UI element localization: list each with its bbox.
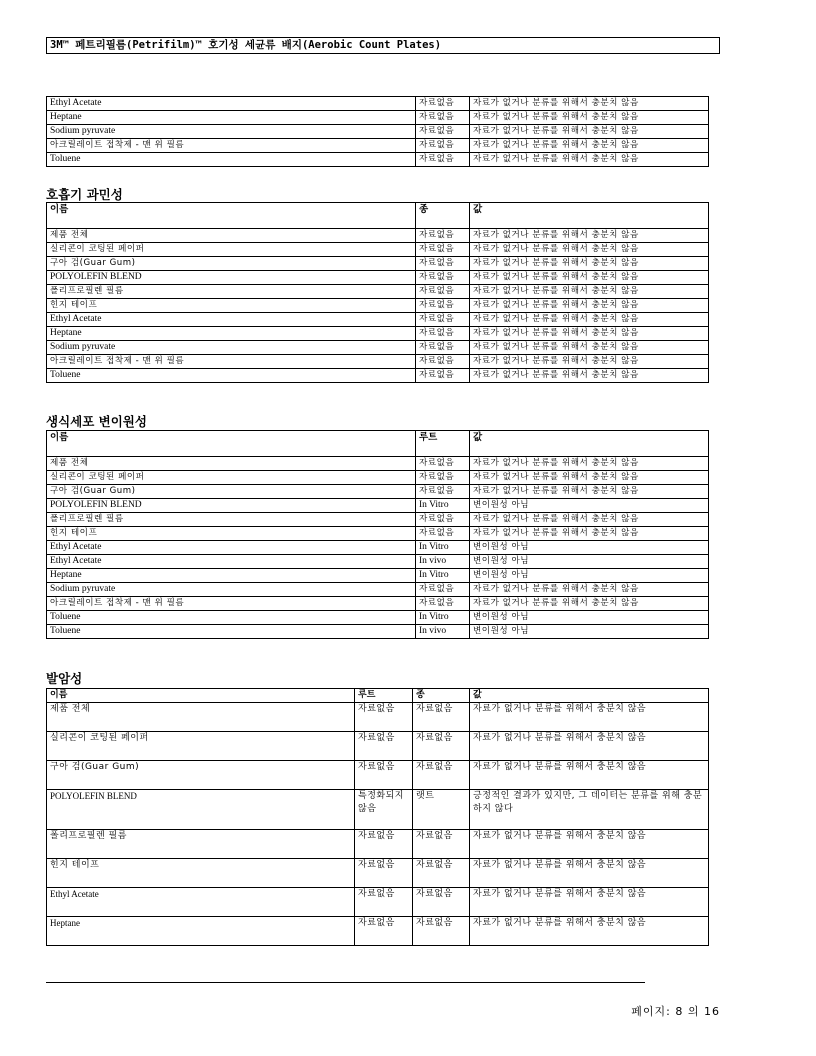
table-cell: 자료없음 <box>416 471 470 485</box>
table-cell: 힌지 테이프 <box>47 859 355 888</box>
column-header: 값 <box>470 689 709 703</box>
table-row <box>47 597 709 611</box>
table-cell: Ethyl Acetate <box>47 313 416 327</box>
table-cell: 자료없음 <box>416 527 470 541</box>
table-cell: 자료가 없거나 분류를 위해서 충분치 않음 <box>470 457 709 471</box>
table-cell: Ethyl Acetate <box>47 888 355 917</box>
column-header: 루트 <box>355 689 413 703</box>
table-cell: 자료가 없거나 분류를 위해서 충분치 않음 <box>470 703 709 732</box>
table-cell: Sodium pyruvate <box>47 583 416 597</box>
table-cell: 자료없음 <box>355 703 413 732</box>
header-row <box>47 431 709 457</box>
table-cell: Ethyl Acetate <box>47 541 416 555</box>
table-row <box>47 485 709 499</box>
column-header: 이름 <box>47 689 355 703</box>
table-cell: 자료없음 <box>413 917 470 946</box>
table-body <box>47 203 709 383</box>
table-cell: 변이원성 아님 <box>470 499 709 513</box>
table-row <box>47 541 709 555</box>
table-cell: 변이원성 아님 <box>470 611 709 625</box>
table-cell: 자료가 없거나 분류를 위해서 충분치 않음 <box>470 369 709 383</box>
table-cell: 자료없음 <box>355 859 413 888</box>
table-cell: 자료없음 <box>416 125 470 139</box>
table-row <box>47 888 709 917</box>
table-cell: 자료없음 <box>416 583 470 597</box>
table-cell: 자료없음 <box>416 97 470 111</box>
table-cell: 자료가 없거나 분류를 위해서 충분치 않음 <box>470 355 709 369</box>
column-header: 이름 <box>47 431 416 457</box>
document-title: 3M™ 페트리필름(Petrifilm)™ 호기성 세균류 배지(Aerobic Count Plates) <box>50 39 442 51</box>
section-title-germ-cell-mutagenicity: 생식세포 변이원성 <box>46 414 147 429</box>
table-cell: 자료가 없거나 분류를 위해서 충분치 않음 <box>470 153 709 167</box>
table-cell: 변이원성 아님 <box>470 541 709 555</box>
respiratory-sensitization-table <box>46 202 709 383</box>
table-row <box>47 355 709 369</box>
table-row <box>47 243 709 257</box>
table-cell: 자료없음 <box>416 153 470 167</box>
table-body <box>47 689 709 946</box>
table-row <box>47 703 709 732</box>
table-cell: POLYOLEFIN BLEND <box>47 499 416 513</box>
table-cell: Heptane <box>47 111 416 125</box>
table-cell: 변이원성 아님 <box>470 569 709 583</box>
germ-cell-mutagenicity-table <box>46 430 709 639</box>
table-cell: 자료가 없거나 분류를 위해서 충분치 않음 <box>470 513 709 527</box>
table-row <box>47 527 709 541</box>
table-cell: Heptane <box>47 917 355 946</box>
table-row <box>47 313 709 327</box>
table-cell: Ethyl Acetate <box>47 97 416 111</box>
table-row <box>47 499 709 513</box>
table-cell: 자료가 없거나 분류를 위해서 충분치 않음 <box>470 597 709 611</box>
table-cell: 자료가 없거나 분류를 위해서 충분치 않음 <box>470 761 709 790</box>
table-cell: 자료없음 <box>413 732 470 761</box>
table-row <box>47 369 709 383</box>
table-cell: In Vitro <box>416 569 470 583</box>
column-header: 종 <box>416 203 470 229</box>
table-cell: 자료가 없거나 분류를 위해서 충분치 않음 <box>470 299 709 313</box>
table-cell: 자료없음 <box>416 243 470 257</box>
table-cell: 자료없음 <box>416 229 470 243</box>
column-header: 값 <box>470 431 709 457</box>
table-cell: 자료가 없거나 분류를 위해서 충분치 않음 <box>470 583 709 597</box>
toxicity-table-continued <box>46 96 709 167</box>
table-cell: 구아 검(Guar Gum) <box>47 257 416 271</box>
table-row <box>47 97 709 111</box>
table-cell: 자료가 없거나 분류를 위해서 충분치 않음 <box>470 859 709 888</box>
table-row <box>47 611 709 625</box>
table-cell: 자료없음 <box>416 355 470 369</box>
table-row <box>47 555 709 569</box>
table-cell: 아크릴레이트 접착제 - 맨 위 필름 <box>47 597 416 611</box>
table-cell: 폴리프로필렌 필름 <box>47 830 355 859</box>
table-cell: 자료가 없거나 분류를 위해서 충분치 않음 <box>470 271 709 285</box>
table-cell: 자료없음 <box>355 888 413 917</box>
table-cell: 자료없음 <box>416 271 470 285</box>
table-cell: 자료없음 <box>416 111 470 125</box>
table-row <box>47 229 709 243</box>
table-cell: In vivo <box>416 625 470 639</box>
table-cell: 실리콘이 코팅된 페이퍼 <box>47 732 355 761</box>
table-row <box>47 830 709 859</box>
table-cell: 자료없음 <box>413 703 470 732</box>
table-cell: 아크릴레이트 접착제 - 맨 위 필름 <box>47 355 416 369</box>
table-row <box>47 271 709 285</box>
table-cell: 자료가 없거나 분류를 위해서 충분치 않음 <box>470 139 709 153</box>
document-header <box>46 37 720 54</box>
table-cell: 자료없음 <box>416 313 470 327</box>
table-row <box>47 457 709 471</box>
table-cell: 자료없음 <box>416 285 470 299</box>
table-row <box>47 732 709 761</box>
table-row <box>47 285 709 299</box>
footer-rule <box>46 982 645 983</box>
table-cell: 힌지 테이프 <box>47 527 416 541</box>
header-row <box>47 203 709 229</box>
table-cell: 자료없음 <box>413 761 470 790</box>
table-cell: 자료가 없거나 분류를 위해서 충분치 않음 <box>470 917 709 946</box>
table-cell: Toluene <box>47 611 416 625</box>
table-cell: 자료가 없거나 분류를 위해서 충분치 않음 <box>470 888 709 917</box>
table-cell: 폴리프로필렌 필름 <box>47 285 416 299</box>
table-cell: 자료가 없거나 분류를 위해서 충분치 않음 <box>470 732 709 761</box>
table-cell: 자료가 없거나 분류를 위해서 충분치 않음 <box>470 341 709 355</box>
table-cell: 자료없음 <box>416 457 470 471</box>
table-cell: 자료가 없거나 분류를 위해서 충분치 않음 <box>470 313 709 327</box>
table-cell: In Vitro <box>416 611 470 625</box>
table-cell: 자료가 없거나 분류를 위해서 충분치 않음 <box>470 327 709 341</box>
table-cell: 자료가 없거나 분류를 위해서 충분치 않음 <box>470 485 709 499</box>
table-cell: Heptane <box>47 327 416 341</box>
section-title-respiratory-sensitization: 호흡기 과민성 <box>46 187 123 202</box>
table-cell: In Vitro <box>416 541 470 555</box>
table-cell: 제품 전체 <box>47 457 416 471</box>
table-row <box>47 153 709 167</box>
table-cell: 자료없음 <box>355 732 413 761</box>
table-cell: 폴리프로필렌 필름 <box>47 513 416 527</box>
table-cell: 변이원성 아님 <box>470 625 709 639</box>
table-row <box>47 341 709 355</box>
table-cell: POLYOLEFIN BLEND <box>47 271 416 285</box>
table-cell: Toluene <box>47 153 416 167</box>
table-cell: 자료없음 <box>413 888 470 917</box>
table-cell: 자료없음 <box>355 917 413 946</box>
table-cell: 자료없음 <box>416 513 470 527</box>
table-cell: 자료가 없거나 분류를 위해서 충분치 않음 <box>470 285 709 299</box>
table-cell: 구아 검(Guar Gum) <box>47 485 416 499</box>
table-cell: 자료가 없거나 분류를 위해서 충분치 않음 <box>470 471 709 485</box>
table-row <box>47 125 709 139</box>
table-cell: 실리콘이 코팅된 페이퍼 <box>47 471 416 485</box>
table-cell: 자료없음 <box>416 299 470 313</box>
table-cell: 변이원성 아님 <box>470 555 709 569</box>
table-row <box>47 257 709 271</box>
table-cell: 특정화되지 않음 <box>355 790 413 830</box>
table-cell: 자료없음 <box>416 597 470 611</box>
table-cell: 자료없음 <box>416 257 470 271</box>
table-cell: Sodium pyruvate <box>47 125 416 139</box>
table-row <box>47 111 709 125</box>
table-cell: Toluene <box>47 625 416 639</box>
table-cell: In vivo <box>416 555 470 569</box>
table-row <box>47 625 709 639</box>
carcinogenicity-table <box>46 688 709 946</box>
table-row <box>47 513 709 527</box>
table-cell: 자료없음 <box>416 139 470 153</box>
table-row <box>47 299 709 313</box>
table-cell: 자료없음 <box>416 327 470 341</box>
table-row <box>47 790 709 830</box>
table-row <box>47 139 709 153</box>
table-cell: Toluene <box>47 369 416 383</box>
table-cell: 자료없음 <box>355 830 413 859</box>
table-cell: Sodium pyruvate <box>47 341 416 355</box>
section-title-carcinogenicity: 발암성 <box>46 671 83 686</box>
table-cell: 긍정적인 결과가 있지만, 그 데이터는 분류를 위해 충분하지 않다 <box>470 790 709 830</box>
table-cell: 자료없음 <box>355 761 413 790</box>
table-row <box>47 327 709 341</box>
table-cell: 자료가 없거나 분류를 위해서 충분치 않음 <box>470 111 709 125</box>
table-body <box>47 431 709 639</box>
table-cell: 자료가 없거나 분류를 위해서 충분치 않음 <box>470 527 709 541</box>
table-row <box>47 471 709 485</box>
table-cell: 자료가 없거나 분류를 위해서 충분치 않음 <box>470 97 709 111</box>
header-row <box>47 689 709 703</box>
table-row <box>47 917 709 946</box>
column-header: 종 <box>413 689 470 703</box>
column-header: 루트 <box>416 431 470 457</box>
table-cell: 힌지 테이프 <box>47 299 416 313</box>
table-cell: In Vitro <box>416 499 470 513</box>
table-cell: Heptane <box>47 569 416 583</box>
table-cell: 자료없음 <box>416 485 470 499</box>
table-cell: 자료가 없거나 분류를 위해서 충분치 않음 <box>470 243 709 257</box>
table-cell: 아크릴레이트 접착제 - 맨 위 필름 <box>47 139 416 153</box>
table-cell: 자료가 없거나 분류를 위해서 충분치 않음 <box>470 125 709 139</box>
table-cell: 자료없음 <box>416 341 470 355</box>
table-cell: 랫트 <box>413 790 470 830</box>
table-cell: 자료가 없거나 분류를 위해서 충분치 않음 <box>470 229 709 243</box>
column-header: 이름 <box>47 203 416 229</box>
table-cell: 자료가 없거나 분류를 위해서 충분치 않음 <box>470 830 709 859</box>
table-row <box>47 569 709 583</box>
table-cell: 자료없음 <box>416 369 470 383</box>
table-cell: 실리콘이 코팅된 페이퍼 <box>47 243 416 257</box>
table-row <box>47 859 709 888</box>
column-header: 값 <box>470 203 709 229</box>
table-cell: 제품 전체 <box>47 229 416 243</box>
table-cell: 제품 전체 <box>47 703 355 732</box>
table-cell: 자료없음 <box>413 830 470 859</box>
table-cell: Ethyl Acetate <box>47 555 416 569</box>
table-body <box>47 97 709 167</box>
table-cell: POLYOLEFIN BLEND <box>47 790 355 830</box>
table-cell: 자료없음 <box>413 859 470 888</box>
table-cell: 자료가 없거나 분류를 위해서 충분치 않음 <box>470 257 709 271</box>
page-number: 페이지: 8 의 16 <box>631 1005 720 1018</box>
table-cell: 구아 검(Guar Gum) <box>47 761 355 790</box>
table-row <box>47 761 709 790</box>
table-row <box>47 583 709 597</box>
